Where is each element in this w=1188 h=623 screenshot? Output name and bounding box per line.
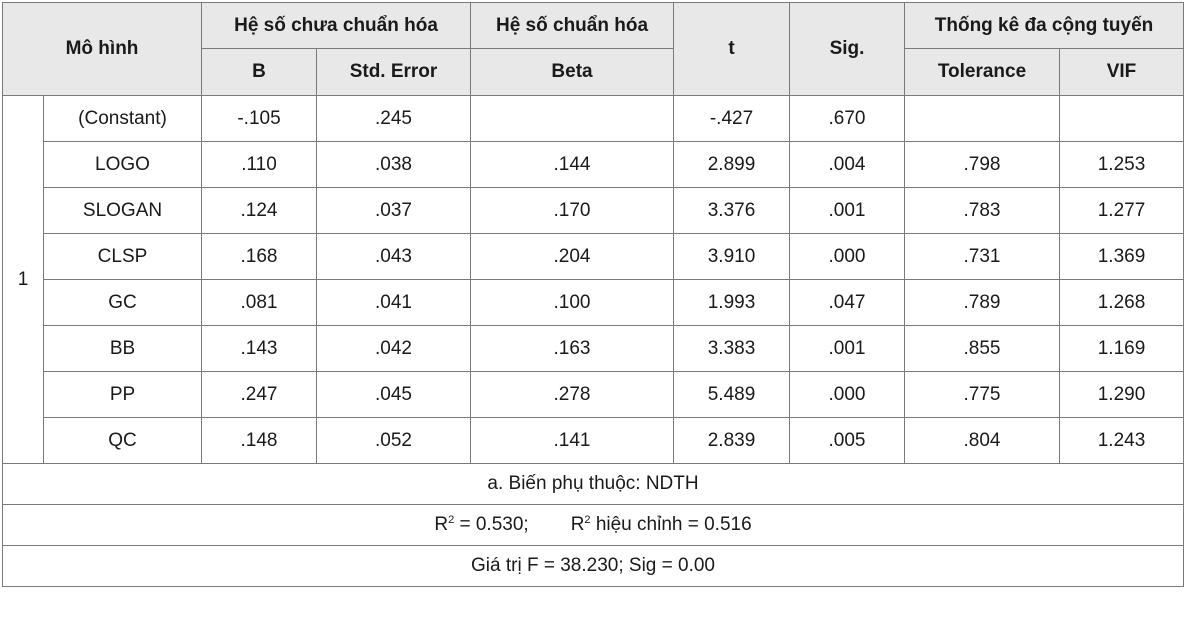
row-variable-name: LOGO (44, 142, 202, 188)
header-t: t (674, 3, 790, 96)
cell-t: 3.383 (674, 326, 790, 372)
cell-tolerance (905, 96, 1060, 142)
cell-sig: .001 (790, 326, 905, 372)
cell-t: 2.839 (674, 418, 790, 464)
cell-vif: 1.268 (1060, 280, 1184, 326)
cell-t: 3.376 (674, 188, 790, 234)
adj-r2-base: R (570, 514, 585, 535)
cell-beta: .204 (471, 234, 674, 280)
table-row (3, 280, 1184, 326)
header-model: Mô hình (3, 3, 202, 96)
cell-b: .148 (202, 418, 317, 464)
table-row (3, 372, 1184, 418)
cell-sig: .670 (790, 96, 905, 142)
row-variable-name: QC (44, 418, 202, 464)
header-tolerance: Tolerance (905, 49, 1060, 96)
cell-b: .247 (202, 372, 317, 418)
cell-b: .124 (202, 188, 317, 234)
cell-beta: .163 (471, 326, 674, 372)
regression-table (2, 2, 1184, 587)
note-row-r-squared (3, 505, 1184, 546)
r2-base: R (434, 514, 449, 535)
cell-t: 1.993 (674, 280, 790, 326)
cell-sig: .047 (790, 280, 905, 326)
r2-superscript: 2 (448, 514, 455, 526)
cell-vif: 1.253 (1060, 142, 1184, 188)
cell-tolerance: .789 (905, 280, 1060, 326)
header-collinearity-statistics: Thống kê đa cộng tuyến (905, 3, 1184, 49)
table-row (3, 234, 1184, 280)
cell-beta: .144 (471, 142, 674, 188)
cell-sig: .000 (790, 234, 905, 280)
cell-std-error: .041 (317, 280, 471, 326)
cell-std-error: .037 (317, 188, 471, 234)
cell-beta: .100 (471, 280, 674, 326)
adj-r2-value: hiệu chỉnh = 0.516 (590, 514, 752, 535)
cell-b: .081 (202, 280, 317, 326)
cell-b: -.105 (202, 96, 317, 142)
header-unstandardized-coefficients: Hệ số chưa chuẩn hóa (202, 3, 471, 49)
cell-std-error: .042 (317, 326, 471, 372)
table-row (3, 188, 1184, 234)
note-r-squared (3, 505, 1184, 546)
cell-tolerance: .783 (905, 188, 1060, 234)
cell-vif: 1.277 (1060, 188, 1184, 234)
cell-t: 5.489 (674, 372, 790, 418)
header-beta: Beta (471, 49, 674, 96)
cell-beta: .278 (471, 372, 674, 418)
cell-std-error: .045 (317, 372, 471, 418)
cell-sig: .001 (790, 188, 905, 234)
note-f-statistic: Giá trị F = 38.230; Sig = 0.00 (3, 546, 1184, 587)
cell-std-error: .052 (317, 418, 471, 464)
cell-tolerance: .855 (905, 326, 1060, 372)
table-row (3, 96, 1184, 142)
cell-tolerance: .731 (905, 234, 1060, 280)
cell-vif (1060, 96, 1184, 142)
header-sig: Sig. (790, 3, 905, 96)
cell-tolerance: .775 (905, 372, 1060, 418)
cell-beta (471, 96, 674, 142)
row-variable-name: CLSP (44, 234, 202, 280)
cell-t: 2.899 (674, 142, 790, 188)
note-dependent-variable: a. Biến phụ thuộc: NDTH (3, 464, 1184, 505)
cell-sig: .000 (790, 372, 905, 418)
cell-beta: .141 (471, 418, 674, 464)
adj-r2-superscript: 2 (584, 514, 591, 526)
header-standardized-coefficients: Hệ số chuẩn hóa (471, 3, 674, 49)
note-row-f-stat (3, 546, 1184, 587)
cell-sig: .004 (790, 142, 905, 188)
cell-std-error: .038 (317, 142, 471, 188)
cell-b: .110 (202, 142, 317, 188)
row-variable-name: SLOGAN (44, 188, 202, 234)
cell-vif: 1.290 (1060, 372, 1184, 418)
header-std-error: Std. Error (317, 49, 471, 96)
header-b: B (202, 49, 317, 96)
cell-t: 3.910 (674, 234, 790, 280)
header-vif: VIF (1060, 49, 1184, 96)
row-variable-name: GC (44, 280, 202, 326)
note-row-dependent (3, 464, 1184, 505)
cell-vif: 1.243 (1060, 418, 1184, 464)
cell-b: .143 (202, 326, 317, 372)
cell-vif: 1.369 (1060, 234, 1184, 280)
cell-std-error: .043 (317, 234, 471, 280)
cell-tolerance: .804 (905, 418, 1060, 464)
cell-t: -.427 (674, 96, 790, 142)
cell-sig: .005 (790, 418, 905, 464)
cell-b: .168 (202, 234, 317, 280)
cell-beta: .170 (471, 188, 674, 234)
cell-tolerance: .798 (905, 142, 1060, 188)
cell-std-error: .245 (317, 96, 471, 142)
r2-value: = 0.530; (454, 514, 529, 535)
row-variable-name: PP (44, 372, 202, 418)
model-number: 1 (3, 96, 44, 464)
row-variable-name: BB (44, 326, 202, 372)
row-variable-name: (Constant) (44, 96, 202, 142)
cell-vif: 1.169 (1060, 326, 1184, 372)
table-row (3, 418, 1184, 464)
table-row (3, 326, 1184, 372)
table-row (3, 142, 1184, 188)
